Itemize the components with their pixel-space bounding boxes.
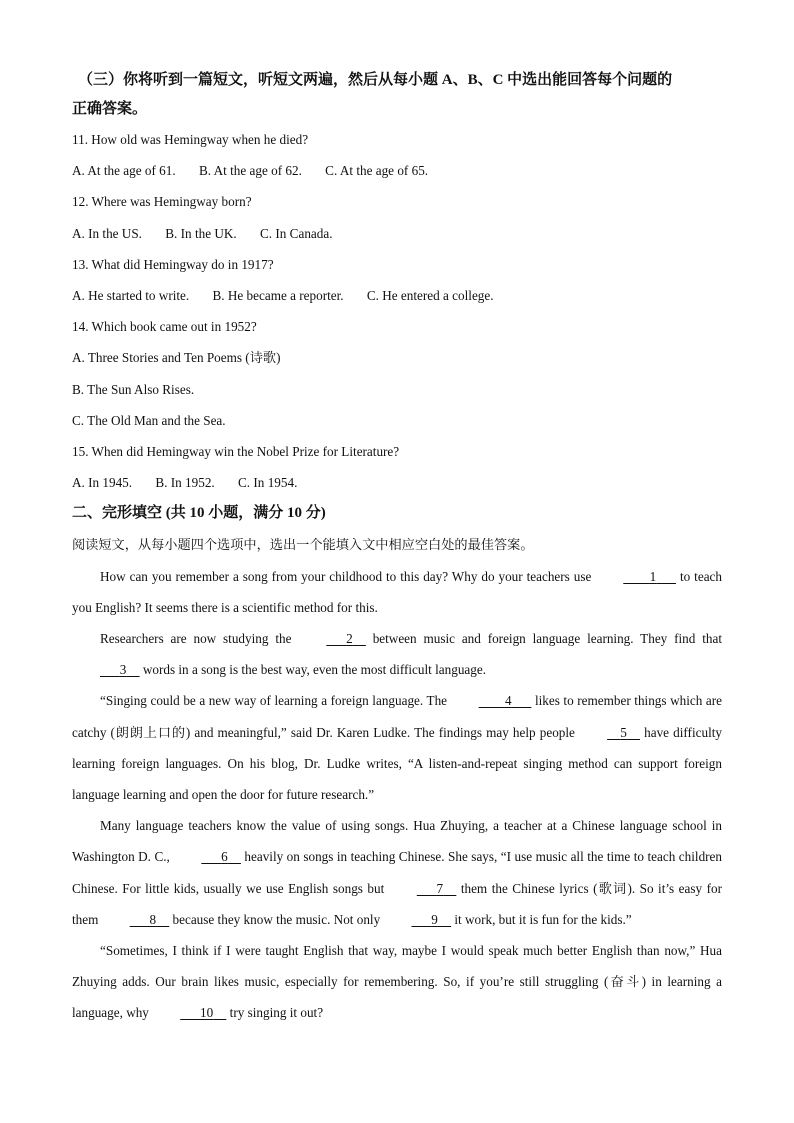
p1-text-a: How can you remember a song from your childhood to this day? Why do your teachers use: [100, 568, 596, 584]
cloze-paragraph-4: [72, 810, 722, 935]
cloze-blank-1: 1: [649, 568, 657, 584]
question-12-options: [72, 218, 722, 249]
question-15-options: [72, 467, 722, 498]
q12-option-c: C. In Canada.: [260, 225, 333, 241]
question-13: 13. What did Hemingway do in 1917?: [72, 256, 274, 272]
p3-text-b: likes to remember things which are catchy (朗朗上口的) and meaningful,” said Dr. Karen Ludke. The findings may help people: [72, 693, 723, 740]
p4-text-d: because they know the music. Not only: [169, 911, 384, 927]
cloze-blank-2: 2: [346, 631, 353, 647]
q12-option-a: A. In the US.: [72, 225, 142, 241]
section2-instruction: 阅读短文，从每小题四个选项中，选出一个能填入文中相应空白处的最佳答案。: [72, 537, 534, 553]
question-12: 12. Where was Hemingway born?: [72, 194, 252, 210]
q13-option-a: A. He started to write.: [72, 288, 190, 304]
p4-text-c: them the Chinese lyrics (歌词). So it’s easy for them: [72, 880, 722, 927]
question-15: 15. When did Hemingway win the Nobel Prize for Literature?: [72, 444, 400, 460]
q11-option-a: A. At the age of 61.: [72, 163, 176, 179]
cloze-blank-4: 4: [505, 693, 512, 709]
p4-text-a: Many language teachers know the value of using songs. Hua Zhuying, a teacher at a Chinese language school in Washington D. C.,: [72, 818, 722, 865]
p4-text-e: it work, but it is fun for the kids.”: [451, 911, 632, 927]
p5-text-a: “Sometimes, I think if I were taught English that way, maybe I would speak much better English than now,” Hua Zhuying adds. Our brain likes music, especially for remembering. So, if you’re still struggling (奋斗) in learning a language, why: [72, 943, 722, 1021]
p3-text-c: have difficulty learning foreign languages. On his blog, Dr. Ludke writes, “A listen-and-repeat singing method can support foreign language learning and open the door for future research.”: [72, 724, 722, 803]
q11-option-b: B. At the age of 62.: [198, 163, 302, 179]
p2-text-a: Researchers are now studying the: [100, 631, 299, 647]
cloze-paragraph-5: [72, 935, 722, 1029]
section2-title: 二、完形填空 (共 10 小题，满分 10 分): [72, 505, 326, 522]
part3-heading-line1: （三）你将听到一篇短文，听短文两遍，然后从每小题 A、B、C 中选出能回答每个问题的: [78, 72, 673, 88]
q12-option-b: B. In the UK.: [165, 225, 237, 241]
cloze-blank-8: 8: [149, 911, 157, 927]
q14-option-a: A. Three Stories and Ten Poems (诗歌): [72, 350, 281, 366]
cloze-blank-6: 6: [221, 849, 228, 865]
cloze-blank-10: 10: [199, 1005, 214, 1021]
q14-option-c: C. The Old Man and the Sea.: [72, 412, 226, 428]
p2-text-c: words in a song is the best way, even the most difficult language.: [139, 662, 487, 678]
question-11: 11. How old was Hemingway when he died?: [72, 132, 309, 147]
p2-text-b: between music and foreign language learning. They find that: [365, 631, 722, 647]
cloze-paragraph-1: [72, 561, 722, 623]
p1-text-b: to teach you English? It seems there is a scientific method for this.: [72, 568, 722, 615]
part3-heading-line2: 正确答案。: [72, 101, 148, 117]
q14-option-b: B. The Sun Also Rises.: [72, 381, 195, 397]
q15-option-a: A. In 1945.: [72, 475, 133, 491]
question-13-options: [72, 280, 722, 311]
cloze-paragraph-3: [72, 685, 722, 810]
cloze-blank-5: 5: [620, 724, 627, 740]
q15-option-b: B. In 1952.: [155, 475, 215, 491]
cloze-blank-7: 7: [436, 880, 444, 896]
question-11-options: [72, 155, 722, 186]
p4-text-b: heavily on songs in teaching Chinese. She says, “I use music all the time to teach children Chinese. For little kids, usually we use English songs but: [72, 849, 722, 896]
p5-text-b: try singing it out?: [226, 1005, 324, 1021]
cloze-blank-9: 9: [431, 911, 438, 927]
q11-option-c: C. At the age of 65.: [325, 163, 429, 179]
p3-text-a: “Singing could be a new way of learning a foreign language. The: [100, 693, 451, 709]
question-14: 14. Which book came out in 1952?: [72, 319, 257, 335]
q13-option-c: C. He entered a college.: [366, 288, 494, 304]
cloze-blank-3: 3: [119, 662, 127, 678]
q13-option-b: B. He became a reporter.: [212, 288, 344, 304]
q15-option-c: C. In 1954.: [238, 475, 298, 491]
cloze-paragraph-2: [72, 623, 722, 685]
